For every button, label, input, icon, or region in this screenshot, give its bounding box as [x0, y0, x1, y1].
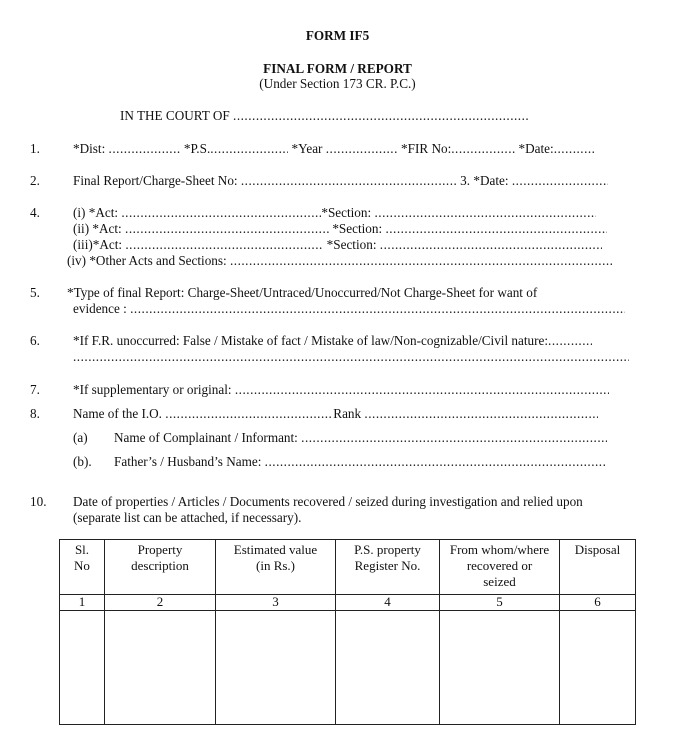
io-name-blank[interactable]	[165, 406, 333, 422]
section-1-blank[interactable]	[374, 205, 596, 221]
fr-unoccurred-blank-2[interactable]	[73, 349, 629, 365]
properties-text-1: Date of properties / Articles / Documents recovered / seized during investigation and relied upon	[73, 494, 583, 509]
fir-label: *FIR No:	[401, 141, 452, 156]
item-2-line	[73, 173, 608, 189]
table-row	[60, 611, 636, 725]
complainant-blank[interactable]	[301, 430, 607, 446]
father-marker: (b).	[73, 454, 92, 469]
form-number: FORM IF5	[305, 28, 370, 43]
col-sl-no: Sl. No	[60, 540, 105, 595]
entry-cell-value[interactable]	[216, 611, 336, 725]
supplementary-label: *If supplementary or original:	[73, 382, 232, 397]
year-blank[interactable]	[326, 141, 398, 157]
item-10-number: 10.	[30, 494, 47, 509]
report-date-label: *Date:	[473, 173, 509, 188]
ps-label: *P.S.	[183, 141, 211, 156]
index-cell: 2	[105, 595, 216, 611]
item-8-number: 8.	[30, 406, 40, 421]
complainant-marker: (a)	[73, 430, 88, 445]
report-no-blank[interactable]	[241, 173, 457, 189]
index-cell: 4	[336, 595, 440, 611]
item-3-number: 3.	[460, 173, 471, 188]
other-acts-line	[67, 253, 612, 269]
father-label: Father’s / Husband’s Name:	[114, 454, 262, 469]
court-blank[interactable]	[233, 108, 529, 124]
complainant-line	[114, 430, 607, 446]
act-3-line	[73, 237, 602, 253]
entry-cell-property[interactable]	[105, 611, 216, 725]
index-cell: 3	[216, 595, 336, 611]
col-ps-register-no: P.S. property Register No.	[336, 540, 440, 595]
col-estimated-value: Estimated value (in Rs.)	[216, 540, 336, 595]
act-3-label: (iii)*Act:	[73, 237, 123, 252]
col-disposal: Disposal	[560, 540, 636, 595]
supplementary-blank[interactable]	[235, 382, 609, 398]
ps-blank[interactable]	[210, 141, 288, 157]
report-date-blank[interactable]	[512, 173, 608, 189]
final-report-type-label: *Type of final Report: Charge-Sheet/Untraced/Unoccurred/Not Charge-Sheet for want of	[67, 285, 538, 300]
index-cell: 5	[440, 595, 560, 611]
index-cell: 1	[60, 595, 105, 611]
report-no-label: Final Report/Charge-Sheet No:	[73, 173, 238, 188]
item-6-number: 6.	[30, 333, 40, 348]
other-acts-blank[interactable]	[230, 253, 612, 269]
fr-unoccurred-line	[73, 333, 592, 349]
col-property-description: Property description	[105, 540, 216, 595]
item-1-number: 1.	[30, 141, 40, 156]
item-4-number: 4.	[30, 205, 40, 220]
io-line	[73, 406, 598, 422]
act-2-blank[interactable]	[125, 221, 329, 237]
act-1-line	[73, 205, 596, 221]
father-blank[interactable]	[265, 454, 605, 470]
section-1-label: *Section:	[321, 205, 372, 220]
item-2-number: 2.	[30, 173, 40, 188]
properties-table	[59, 539, 636, 725]
dist-blank[interactable]	[109, 141, 181, 157]
fr-unoccurred-label: *If F.R. unoccurred: False / Mistake of fact / Mistake of law/Non-cognizable/Civil nature:	[73, 333, 549, 348]
year-label: *Year	[291, 141, 323, 156]
rank-blank[interactable]	[364, 406, 598, 422]
father-line	[114, 454, 605, 470]
evidence-line	[73, 301, 625, 317]
index-cell: 6	[560, 595, 636, 611]
evidence-label: evidence :	[73, 301, 127, 316]
act-2-label: (ii) *Act:	[73, 221, 122, 236]
entry-cell-disposal[interactable]	[560, 611, 636, 725]
evidence-blank[interactable]	[130, 301, 625, 317]
section-3-blank[interactable]	[380, 237, 602, 253]
item-5-number: 5.	[30, 285, 40, 300]
entry-cell-from-whom[interactable]	[440, 611, 560, 725]
section-2-blank[interactable]	[385, 221, 607, 237]
rank-label: Rank	[333, 406, 362, 421]
item-1-line	[73, 141, 596, 157]
io-name-label: Name of the I.O.	[73, 406, 162, 421]
section-3-label: *Section:	[326, 237, 377, 252]
fir-blank[interactable]	[451, 141, 515, 157]
act-1-label: (i) *Act:	[73, 205, 119, 220]
date-label: *Date:	[518, 141, 554, 156]
complainant-label: Name of Complainant / Informant:	[114, 430, 298, 445]
properties-text-2: (separate list can be attached, if necessary).	[73, 510, 302, 525]
fr-unoccurred-blank-1[interactable]	[548, 333, 592, 349]
supplementary-line	[73, 382, 609, 398]
form-subtitle: (Under Section 173 CR. P.C.)	[259, 76, 416, 91]
table-index-row	[60, 595, 636, 611]
other-acts-label: (iv) *Other Acts and Sections:	[67, 253, 227, 268]
item-7-number: 7.	[30, 382, 40, 397]
court-line	[120, 108, 529, 124]
entry-cell-register[interactable]	[336, 611, 440, 725]
date-blank[interactable]	[554, 141, 596, 157]
fr-unoccurred-line-2	[73, 349, 629, 365]
act-1-blank[interactable]	[121, 205, 321, 221]
dist-label: *Dist:	[73, 141, 106, 156]
col-from-whom: From whom/where recovered or seized	[440, 540, 560, 595]
entry-cell-sl-no[interactable]	[60, 611, 105, 725]
court-label: IN THE COURT OF	[120, 108, 230, 123]
act-2-line	[73, 221, 607, 237]
form-title: FINAL FORM / REPORT	[263, 61, 412, 76]
section-2-label: *Section:	[332, 221, 383, 236]
table-header-row	[60, 540, 636, 595]
act-3-blank[interactable]	[125, 237, 323, 253]
